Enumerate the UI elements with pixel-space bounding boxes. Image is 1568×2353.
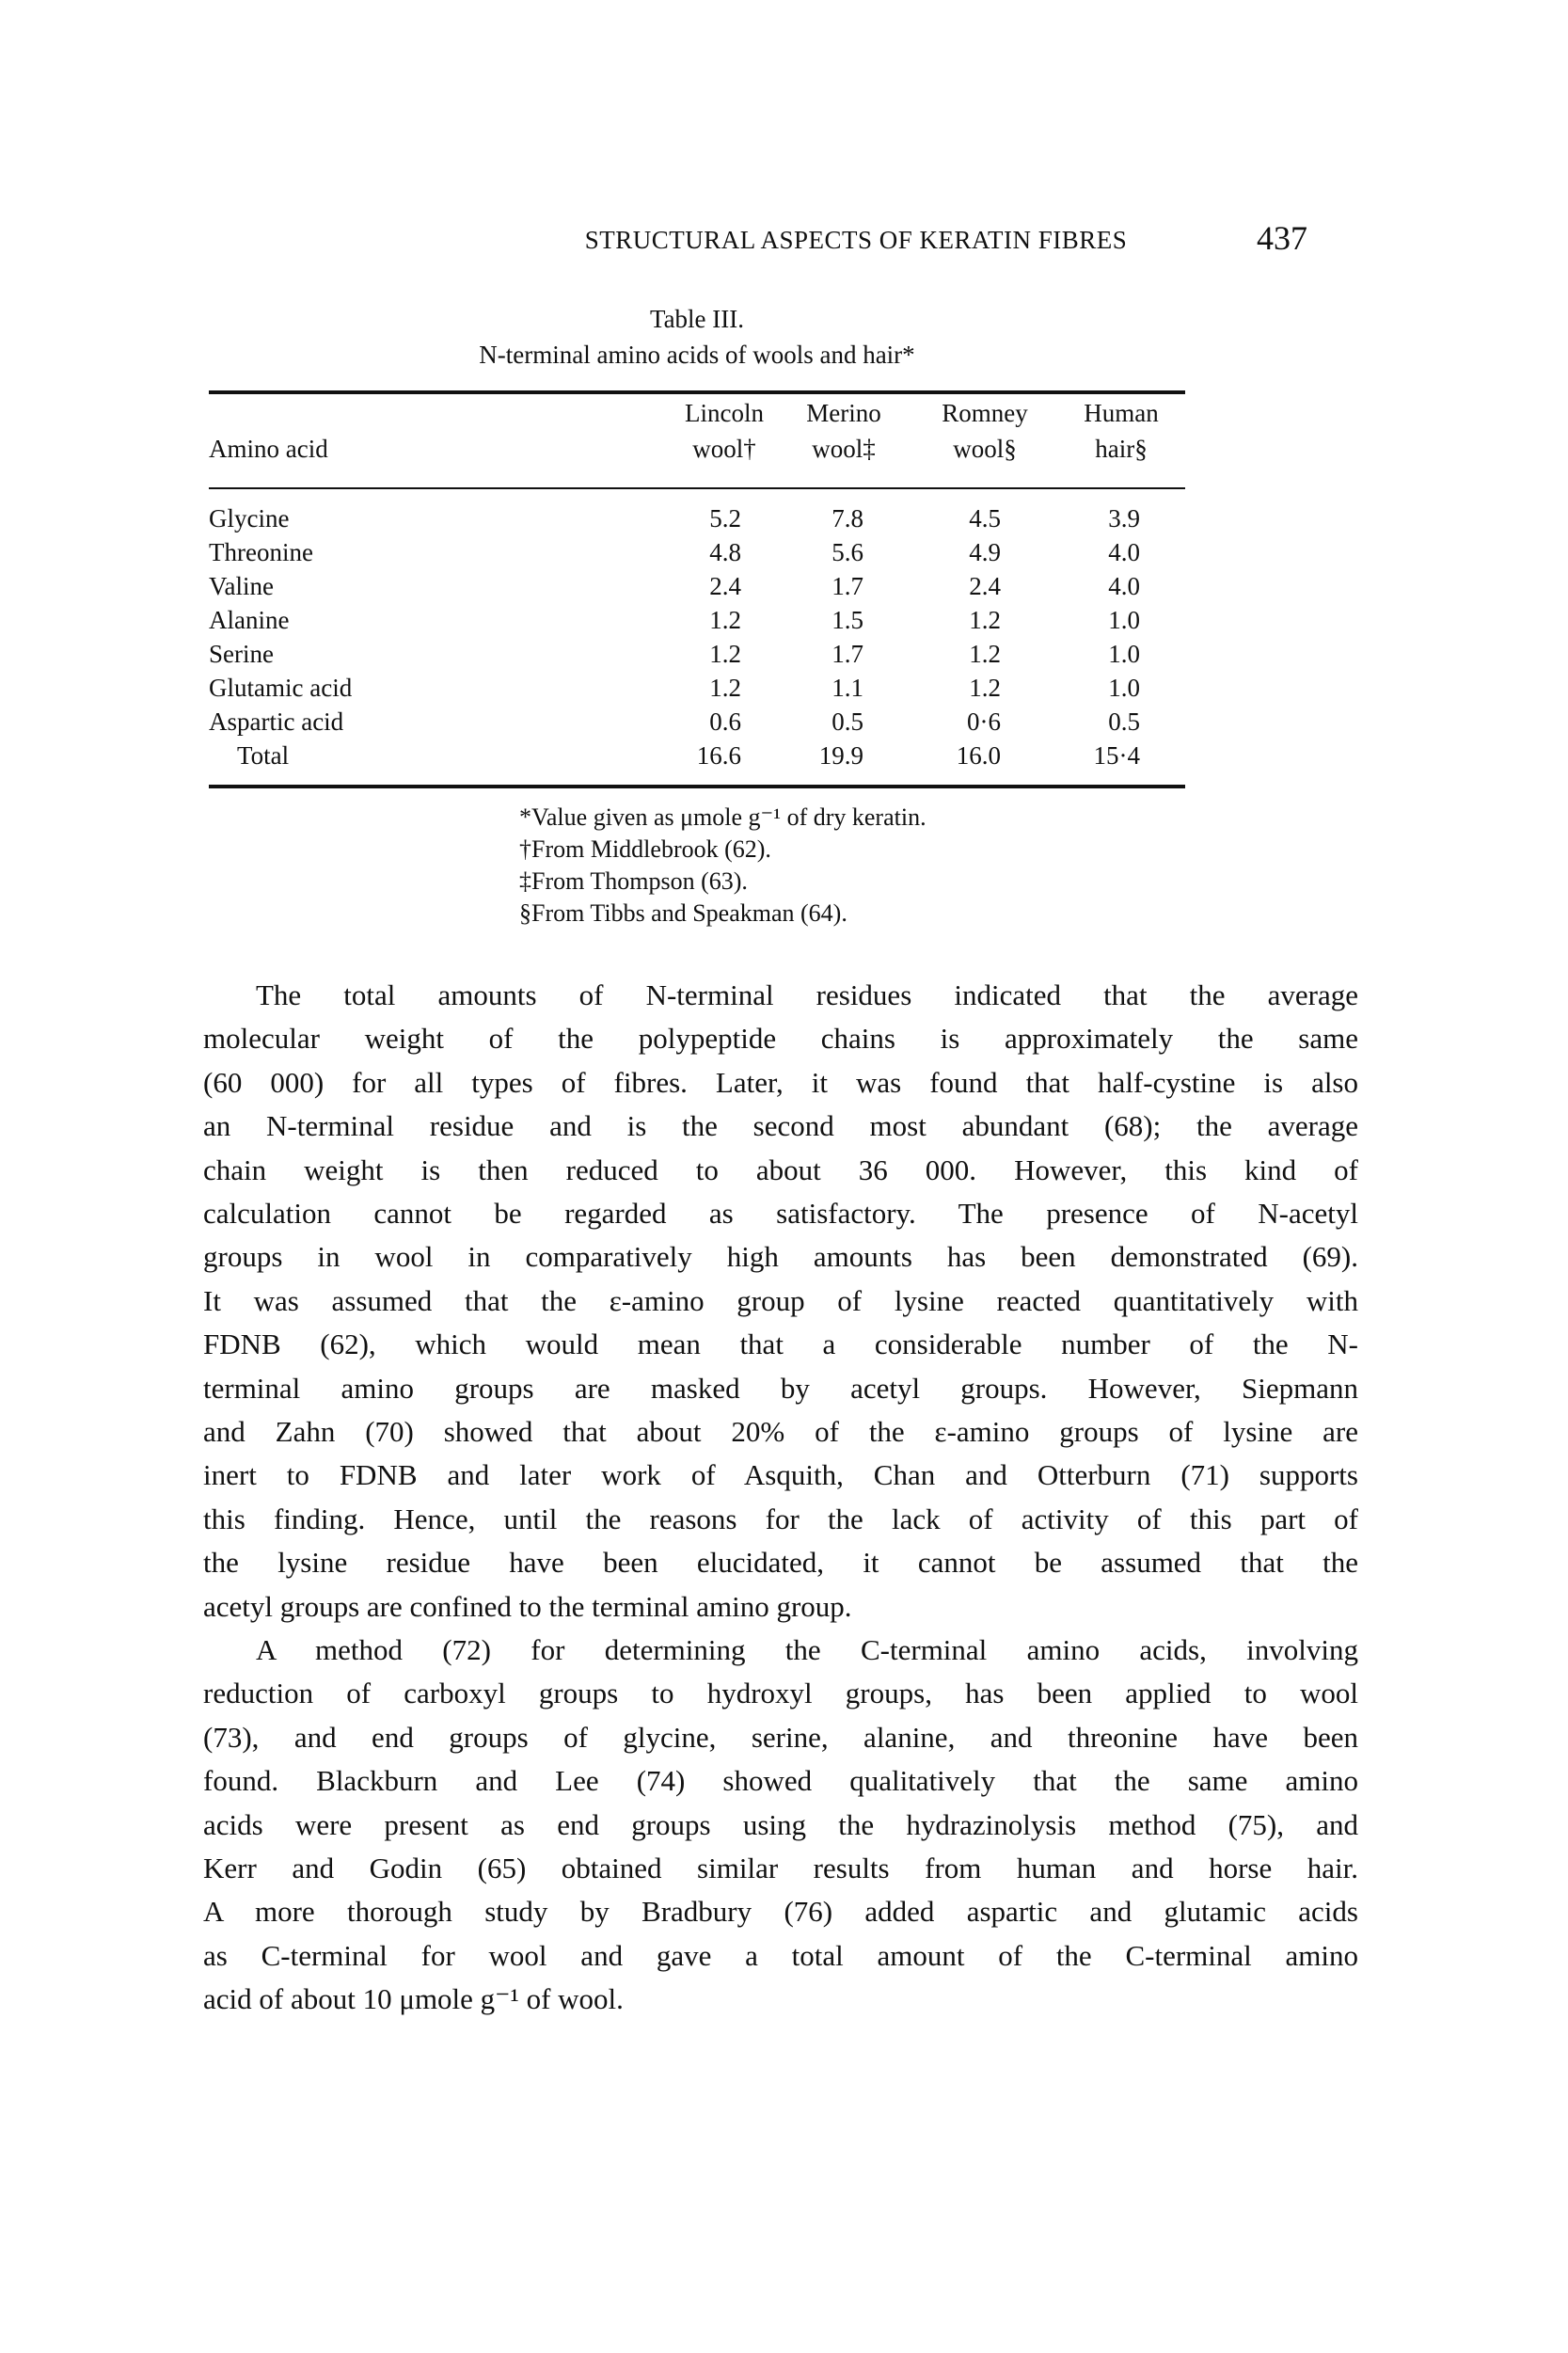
paragraph-line: molecular weight of the polypeptide chains is approximately the same <box>203 1022 1358 1056</box>
column-header-line2: wool‡ <box>812 435 876 463</box>
column-header-line1: Romney <box>942 399 1028 427</box>
cell-value: 5.6 <box>832 538 863 566</box>
paragraph-line: (60 000) for all types of fibres. Later, it was found that half-cystine is also <box>203 1065 1358 1099</box>
row-label: Serine <box>209 640 274 668</box>
cell-value: 2.4 <box>969 572 1001 600</box>
cell-value: 0·6 <box>967 707 1001 736</box>
row-label: Total <box>237 741 290 770</box>
cell-value: 4.0 <box>1108 538 1140 566</box>
cell-value: 16.6 <box>696 741 741 770</box>
cell-value: 7.8 <box>832 504 863 533</box>
column-header-line2: Amino acid <box>209 435 328 463</box>
paragraph-line: acids were present as end groups using the hydrazinolysis method (75), and <box>203 1807 1358 1841</box>
table-row <box>209 572 1185 606</box>
table-row <box>209 538 1185 572</box>
table-caption: N-terminal amino acids of wools and hair* <box>479 341 915 369</box>
row-label: Alanine <box>209 606 290 634</box>
paragraph-line: groups in wool in comparatively high amounts has been demonstrated (69). <box>203 1240 1358 1274</box>
cell-value: 4.5 <box>969 504 1001 533</box>
cell-value: 0.5 <box>832 707 863 736</box>
paragraph-line: an N-terminal residue and is the second most abundant (68); the average <box>203 1109 1358 1143</box>
cell-value: 1.7 <box>832 640 863 668</box>
paragraph-line: chain weight is then reduced to about 36 000. However, this kind of <box>203 1153 1358 1186</box>
table-row <box>209 504 1185 538</box>
table-row <box>209 674 1185 707</box>
column-header-line1: Lincoln <box>685 399 764 427</box>
paragraph-line: calculation cannot be regarded as satisfactory. The presence of N-acetyl <box>203 1197 1358 1230</box>
cell-value: 1.5 <box>832 606 863 634</box>
cell-value: 19.9 <box>818 741 863 770</box>
page-number: 437 <box>1257 219 1307 257</box>
footnote: *Value given as μmole g⁻¹ of dry keratin. <box>519 803 927 831</box>
cell-value: 4.9 <box>969 538 1001 566</box>
cell-value: 5.2 <box>709 504 741 533</box>
cell-value: 1.0 <box>1108 674 1140 702</box>
paragraph-line: found. Blackburn and Lee (74) showed qualitatively that the same amino <box>203 1764 1358 1798</box>
paragraph-line: terminal amino groups are masked by acetyl groups. However, Siepmann <box>203 1371 1358 1405</box>
cell-value: 1.2 <box>709 674 741 702</box>
table-bottom-rule <box>209 785 1185 788</box>
cell-value: 3.9 <box>1108 504 1140 533</box>
cell-value: 1.2 <box>969 606 1001 634</box>
table-top-rule <box>209 390 1185 394</box>
table-label: Table III. <box>649 305 745 333</box>
cell-value: 1.0 <box>1108 606 1140 634</box>
cell-value: 1.2 <box>709 640 741 668</box>
row-label: Threonine <box>209 538 313 566</box>
paragraph-line: A method (72) for determining the C-terminal amino acids, involving <box>256 1633 1358 1666</box>
footnote: †From Middlebrook (62). <box>519 835 771 863</box>
paragraph-line: inert to FDNB and later work of Asquith, Chan and Otterburn (71) supports <box>203 1458 1358 1492</box>
column-header-line2: hair§ <box>1095 435 1148 463</box>
table-row <box>209 741 1185 775</box>
cell-value: 2.4 <box>709 572 741 600</box>
cell-value: 1.1 <box>832 674 863 702</box>
paragraph-line: acid of about 10 μmole g⁻¹ of wool. <box>203 1982 624 2016</box>
table-row <box>209 707 1185 741</box>
cell-value: 1.7 <box>832 572 863 600</box>
cell-value: 16.0 <box>956 741 1001 770</box>
paragraph-line: (73), and end groups of glycine, serine, alanine, and threonine have been <box>203 1720 1358 1754</box>
footnote: ‡From Thompson (63). <box>519 867 748 895</box>
paragraph-line: acetyl groups are confined to the terminal amino group. <box>203 1589 852 1623</box>
paragraph-line: FDNB (62), which would mean that a considerable number of the N- <box>203 1328 1358 1361</box>
column-header-line1: Human <box>1084 399 1159 427</box>
cell-value: 1.0 <box>1108 640 1140 668</box>
paragraph-line: reduction of carboxyl groups to hydroxyl groups, has been applied to wool <box>203 1677 1358 1710</box>
paragraph-line: Kerr and Godin (65) obtained similar results from human and horse hair. <box>203 1852 1358 1884</box>
running-title: STRUCTURAL ASPECTS OF KERATIN FIBRES <box>584 226 1128 254</box>
cell-value: 0.5 <box>1108 707 1140 736</box>
row-label: Glycine <box>209 504 290 533</box>
row-label: Glutamic acid <box>209 674 353 702</box>
paragraph-line: this finding. Hence, until the reasons for the lack of activity of this part of <box>203 1502 1358 1535</box>
cell-value: 1.2 <box>709 606 741 634</box>
paragraph-line: and Zahn (70) showed that about 20% of the ε-amino groups of lysine are <box>203 1415 1358 1448</box>
paragraph-line: A more thorough study by Bradbury (76) added aspartic and glutamic acids <box>203 1895 1358 1929</box>
footnote: §From Tibbs and Speakman (64). <box>519 899 847 927</box>
paragraph-line: It was assumed that the ε-amino group of lysine reacted quantitatively with <box>203 1283 1358 1317</box>
paragraph-line: as C-terminal for wool and gave a total amount of the C-terminal amino <box>203 1938 1358 1972</box>
cell-value: 4.0 <box>1108 572 1140 600</box>
row-label: Valine <box>209 572 274 600</box>
table-row <box>209 606 1185 640</box>
column-header-line1: Merino <box>806 399 881 427</box>
column-header-line2: wool§ <box>953 435 1017 463</box>
cell-value: 15·4 <box>1093 741 1140 770</box>
cell-value: 1.2 <box>969 674 1001 702</box>
table-header-rule <box>209 487 1185 489</box>
row-label: Aspartic acid <box>209 707 344 736</box>
paragraph-line: The total amounts of N-terminal residues indicated that the average <box>256 978 1358 1011</box>
cell-value: 1.2 <box>969 640 1001 668</box>
paragraph-line: the lysine residue have been elucidated, it cannot be assumed that the <box>203 1546 1358 1580</box>
table-row <box>209 640 1185 674</box>
column-header-line2: wool† <box>692 435 756 463</box>
cell-value: 4.8 <box>709 538 741 566</box>
cell-value: 0.6 <box>709 707 741 736</box>
